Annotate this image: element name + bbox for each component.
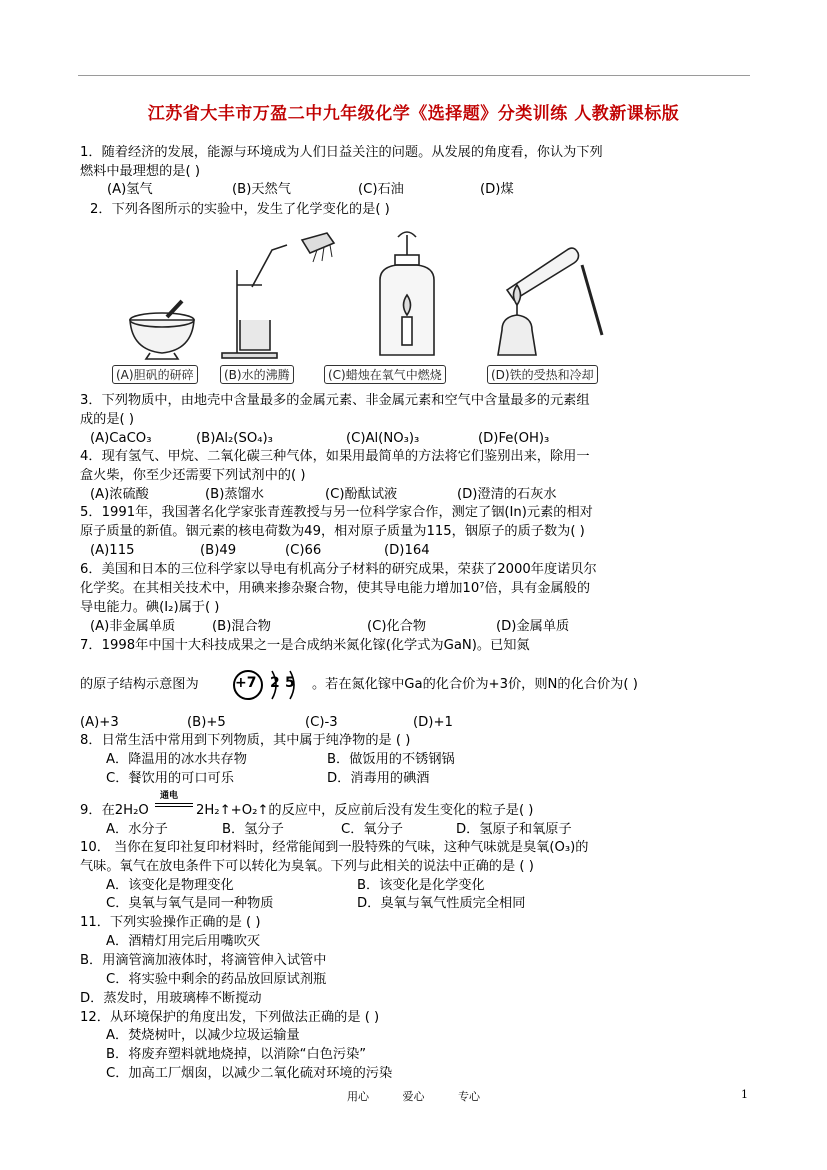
q6-stem-line1: 6．美国和日本的三位科学家以导电有机高分子材料的研究成果，荣获了2000年度诺贝尔 — [80, 562, 597, 577]
q5-option-a: (A)115 — [90, 543, 135, 558]
q4-option-c: (C)酚酞试液 — [325, 487, 398, 502]
q11-option-b: B．用滴管滴加液体时，将滴管伸入试管中 — [80, 953, 327, 968]
q5-stem-line2: 原子质量的新值。铟元素的核电荷数为49，相对原子质量为115，铟原子的质子数为( ) — [80, 524, 585, 539]
header-rule — [78, 75, 750, 76]
caption-c: (C)蜡烛在氧气中燃烧 — [324, 365, 446, 384]
q1-stem-line1: 1．随着经济的发展，能源与环境成为人们日益关注的问题。从发展的角度看，你认为下列 — [80, 145, 603, 160]
q10-option-b: B．该变化是化学变化 — [357, 878, 485, 893]
q8-option-a: A．降温用的冰水共存物 — [106, 752, 247, 767]
q6-option-c: (C)化合物 — [367, 619, 427, 634]
q4-option-d: (D)澄清的石灰水 — [457, 487, 557, 502]
q5-option-c: (C)66 — [285, 543, 322, 558]
q9-option-b: B．氢分子 — [222, 822, 284, 837]
atom-shell-1: 2 — [270, 675, 280, 691]
q11-stem: 11．下列实验操作正确的是 ( ) — [80, 915, 261, 930]
q7-option-d: (D)+1 — [413, 715, 453, 730]
experiment-illustrations — [112, 225, 652, 365]
q9-option-a: A．水分子 — [106, 822, 168, 837]
q12-option-a: A．焚烧树叶，以减少垃圾运输量 — [106, 1028, 300, 1043]
q9-stem-pre: 9．在2H₂O — [80, 803, 149, 818]
q2-figures — [112, 225, 652, 385]
q11-option-c: C．将实验中剩余的药品放回原试剂瓶 — [106, 972, 327, 987]
q1-option-c: (C)石油 — [358, 182, 404, 197]
q9-option-d: D．氢原子和氧原子 — [456, 822, 572, 837]
q9-equals-sign — [155, 803, 193, 807]
q3-option-a: (A)CaCO₃ — [90, 431, 152, 446]
page-footer — [0, 1088, 827, 1104]
footer-text-3: 专心 — [458, 1090, 480, 1103]
q7-option-c: (C)-3 — [305, 715, 338, 730]
q4-stem-line1: 4．现有氢气、甲烷、二氧化碳三种气体，如果用最简单的方法将它们鉴别出来，除用一 — [80, 449, 590, 464]
q8-option-b: B．做饭用的不锈钢锅 — [327, 752, 455, 767]
q9-stem-post: 2H₂↑+O₂↑的反应中，反应前后没有发生变化的粒子是( ) — [196, 803, 534, 818]
q6-option-a: (A)非金属单质 — [90, 619, 176, 634]
caption-d: (D)铁的受热和冷却 — [487, 365, 598, 384]
q5-stem-line1: 5．1991年，我国著名化学家张青莲教授与另一位科学家合作，测定了铟(In)元素的相对 — [80, 505, 593, 520]
q7-stem-line1: 7．1998年中国十大科技成果之一是合成纳米氮化镓(化学式为GaN)。已知氮 — [80, 638, 530, 653]
atom-nucleus: +7 — [235, 675, 257, 691]
nitrogen-atom-diagram — [230, 665, 315, 709]
q3-option-b: (B)Al₂(SO₄)₃ — [196, 431, 273, 446]
q10-stem-line2: 气味。氧气在放电条件下可以转化为臭氧。下列与此相关的说法中正确的是 ( ) — [80, 859, 534, 874]
q1-stem-line2: 燃料中最理想的是( ) — [80, 164, 200, 179]
q3-stem-line2: 成的是( ) — [80, 412, 135, 427]
q2-stem: 2．下列各图所示的实验中，发生了化学变化的是( ) — [90, 202, 390, 217]
q6-stem-line2: 化学奖。在其相关技术中，用碘来掺杂聚合物，使其导电能力增加10⁷倍，具有金属般的 — [80, 581, 591, 596]
q12-stem: 12．从环境保护的角度出发，下列做法正确的是 ( ) — [80, 1010, 380, 1025]
q1-option-a: (A)氢气 — [107, 182, 153, 197]
q3-option-d: (D)Fe(OH)₃ — [478, 431, 550, 446]
atom-shell-2: 5 — [285, 675, 295, 691]
q3-option-c: (C)Al(NO₃)₃ — [346, 431, 420, 446]
footer-text-1: 用心 — [347, 1090, 369, 1103]
q11-option-a: A．酒精灯用完后用嘴吹灭 — [106, 934, 261, 949]
q7-stem-line2b: 。若在氮化镓中Ga的化合价为+3价，则N的化合价为( ) — [312, 677, 638, 692]
q10-option-a: A．该变化是物理变化 — [106, 878, 234, 893]
caption-b: (B)水的沸腾 — [220, 365, 294, 384]
q9-option-c: C．氧分子 — [341, 822, 403, 837]
q3-stem-line1: 3．下列物质中，由地壳中含量最多的金属元素、非金属元素和空气中含量最多的元素组 — [80, 393, 590, 408]
footer-text-2: 爱心 — [402, 1090, 425, 1103]
q8-stem: 8．日常生活中常用到下列物质，其中属于纯净物的是 ( ) — [80, 733, 411, 748]
q4-option-b: (B)蒸馏水 — [205, 487, 264, 502]
page-title: 江苏省大丰市万盈二中九年级化学《选择题》分类训练 人教新课标版 — [147, 104, 680, 124]
q10-option-d: D．臭氧与氧气性质完全相同 — [357, 896, 526, 911]
q6-option-d: (D)金属单质 — [496, 619, 570, 634]
q12-option-b: B．将废弃塑料就地烧掉，以消除“白色污染” — [106, 1047, 367, 1062]
q1-option-b: (B)天然气 — [232, 182, 291, 197]
q1-option-d: (D)煤 — [480, 182, 514, 197]
q11-option-d: D．蒸发时，用玻璃棒不断搅动 — [80, 991, 262, 1006]
q7-option-b: (B)+5 — [187, 715, 226, 730]
q5-option-d: (D)164 — [384, 543, 430, 558]
q8-option-c: C．餐饮用的可口可乐 — [106, 771, 234, 786]
caption-a: (A)胆矾的研碎 — [112, 365, 198, 384]
q10-stem-line1: 10． 当你在复印社复印材料时，经常能闻到一股特殊的气味，这种气味就是臭氧(O₃)的 — [80, 840, 589, 855]
q4-option-a: (A)浓硫酸 — [90, 487, 149, 502]
q5-option-b: (B)49 — [200, 543, 237, 558]
q10-option-c: C．臭氧与氧气是同一种物质 — [106, 896, 274, 911]
q12-option-c: C．加高工厂烟囱，以减少二氧化硫对环境的污染 — [106, 1066, 393, 1081]
q7-stem-line2a: 的原子结构示意图为 — [80, 677, 199, 692]
q8-option-d: D．消毒用的碘酒 — [327, 771, 430, 786]
q6-stem-line3: 导电能力。碘(I₂)属于( ) — [80, 600, 220, 615]
q6-option-b: (B)混合物 — [212, 619, 271, 634]
q4-stem-line2: 盒火柴，你至少还需要下列试剂中的( ) — [80, 468, 306, 483]
q7-option-a: (A)+3 — [80, 715, 119, 730]
q9-condition: 通电 — [160, 791, 179, 801]
page-number: 1 — [741, 1088, 748, 1101]
